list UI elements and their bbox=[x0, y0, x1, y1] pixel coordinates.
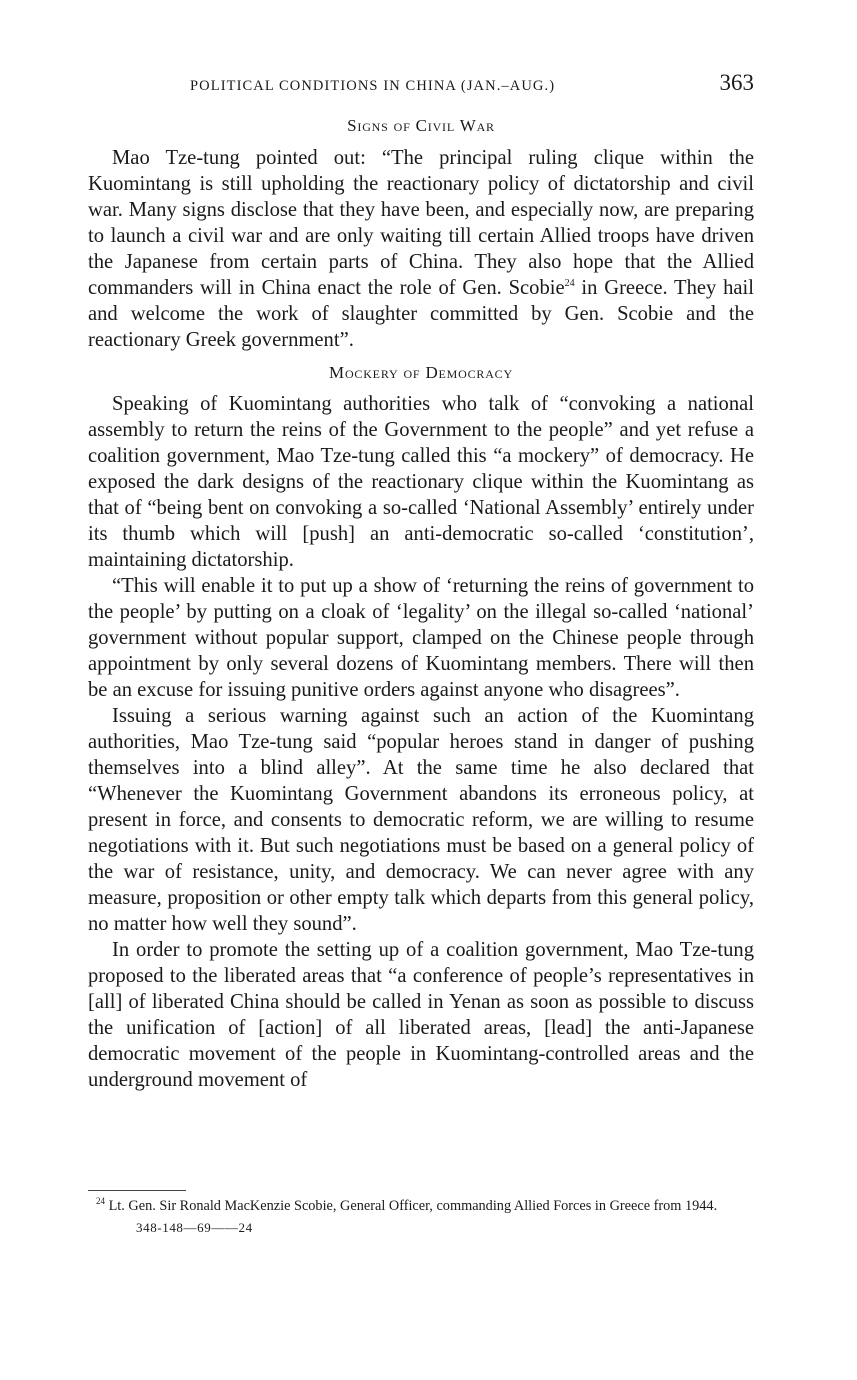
paragraph: In order to promote the setting up of a coalition government, Mao Tze-tung proposed to the liberated areas that “a conference of people’s representatives in [all] of liberated China should be called in Yenan as soon as possible to discuss the unification of [action] of all liberated areas, [lead] the anti-Japanese democratic movement of the people in Kuomintang-controlled areas and the underground movement of bbox=[88, 939, 754, 1091]
paragraph: Speaking of Kuomintang authorities who talk of “convoking a national assembly to return the reins of the Government to the people” and yet refuse a coalition government, Mao Tze-tung called this “a mockery” of democracy. He exposed the dark designs of the reactionary clique within the Kuomintang as that of “being bent on convoking a so-called ‘National Assembly’ entirely under its thumb which will [push] an anti-democratic so-called ‘constitution’, maintaining dictatorship. bbox=[88, 393, 754, 571]
running-title: POLITICAL CONDITIONS IN CHINA (JAN.–AUG.) bbox=[190, 78, 556, 94]
page-number: 363 bbox=[719, 70, 754, 95]
running-head bbox=[88, 68, 754, 102]
paragraph: “This will enable it to put up a show of ‘returning the reins of government to the people’ by putting on a cloak of ‘legality’ on the illegal so-called ‘national’ government without popular support, clamped on the Chinese people through appointment by only several dozens of Kuomintang members. There will then be an excuse for issuing punitive orders against anyone who disagrees”. bbox=[88, 575, 754, 701]
footnote-reference: 24 bbox=[564, 278, 575, 290]
section-heading-mockery-of-democracy: Mockery of Democracy bbox=[329, 363, 513, 382]
body-text bbox=[88, 102, 754, 1178]
print-code: 348-148—69——24 bbox=[136, 1220, 253, 1235]
book-page bbox=[88, 68, 754, 1236]
footnote-marker: 24 bbox=[96, 1196, 105, 1207]
paragraph: Mao Tze-tung pointed out: “The principal ruling clique within the Kuomintang is still upholding the reactionary policy of dictatorship and civil war. Many signs disclose that they have been, and especially now, are preparing to launch a civil war and are only waiting till certain Allied troops have driven the Japanese from certain parts of China. They also hope that the Allied commanders will in China enact the role of Gen. Scobie$^{24}$ in Greece. They hail and welcome the work of slaughter committed by Gen. Scobie and the reactionary Greek government”. bbox=[88, 147, 754, 351]
footnote: $^{24}$ Lt. Gen. Sir Ronald MacKenzie Scobie, General Officer, commanding Allied Forces in Greece from 1944. bbox=[96, 1196, 718, 1214]
section-heading-signs-of-civil-war: Signs of Civil War bbox=[347, 116, 495, 135]
footnote-divider bbox=[88, 1190, 186, 1191]
paragraph: Issuing a serious warning against such an action of the Kuomintang authorities, Mao Tze-tung said “popular heroes stand in danger of pushing themselves into a blind alley”. At the same time he also declared that “Whenever the Kuomintang Government abandons its erroneous policy, at present in force, and consents to democratic reform, we are willing to resume negotiations with it. But such negotiations must be based on a general policy of the war of resistance, unity, and democracy. We can never agree with any measure, proposition or other empty talk which departs from this general policy, no matter how well they sound”. bbox=[88, 705, 754, 935]
